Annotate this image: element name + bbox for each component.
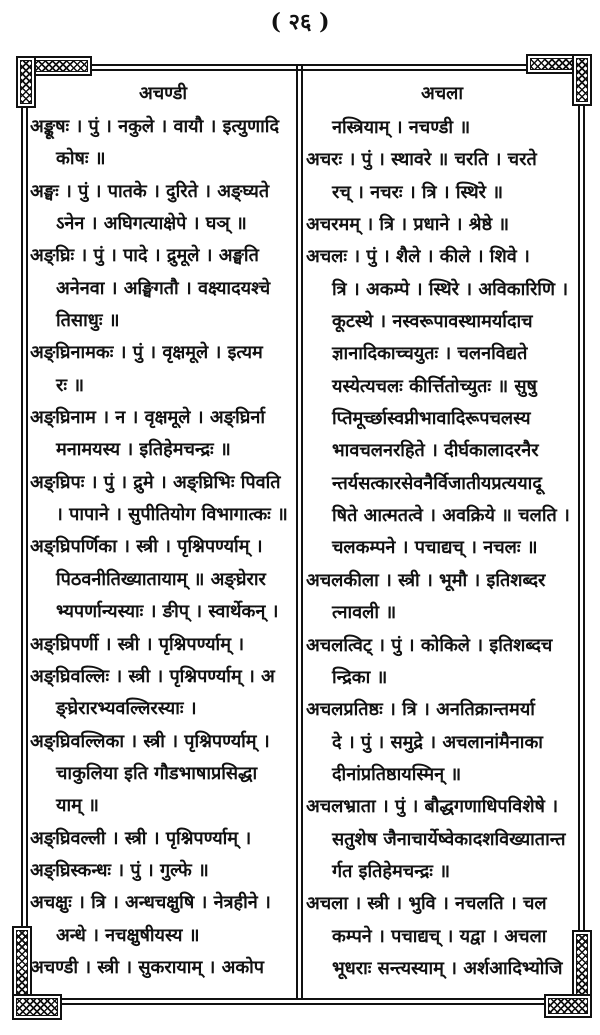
continuation-line: ज्ञानादिकाच्चयुतः । चलनविद्यते xyxy=(332,343,528,365)
left-guide-word: अचण्डी xyxy=(138,83,188,104)
right-column xyxy=(306,112,576,986)
continuation-line: कम्पने । पचाद्यच् । यद्वा । अचला xyxy=(332,925,547,947)
continuation-line: र्गत इतिहेमचन्द्रः ॥ xyxy=(332,860,450,882)
continuation-line: मनामयस्य । इतिहेमचन्द्रः ॥ xyxy=(56,439,231,461)
continuation-line: न्तर्यसत्कारसेवनैर्विजातीयप्रत्ययादू xyxy=(332,472,542,494)
continuation-line: भावचलनरहिते । दीर्घकालादरनैर xyxy=(332,440,539,462)
entry-line: अङ्घ्रिपर्णी । स्त्री । पृश्निपर्ण्याम् । xyxy=(30,633,245,655)
continuation-line: प्तिमूर्च्छास्वप्नीभावादिरूपचलस्य xyxy=(332,408,531,430)
continuation-line: यस्येत्यचलः कीर्त्तितोच्युतः ॥ सुषु xyxy=(332,375,537,397)
continuation-line: त्नावली ॥ xyxy=(332,602,397,624)
entry-line: अचलप्रतिष्ठः । त्रि । अनतिक्रान्तमर्या xyxy=(306,699,535,721)
left-border-double-line xyxy=(21,106,28,928)
entry-line: अचला । स्त्री । भुवि । नचलति । चल xyxy=(306,893,547,915)
entry-line: अङ्घः । पुं । पातके । दुरिते । अङ्घ्यते xyxy=(30,180,270,202)
continuation-line: चलकम्पने । पचाद्यच् । नचलः ॥ xyxy=(332,537,538,559)
continuation-line: त्रि । अकम्पे । स्थिरे । अविकारिणि । xyxy=(332,278,569,300)
continuation-line: कूटस्थे । नस्वरूपावस्थामर्यादाच xyxy=(332,311,533,333)
entry-line: अचरः । पुं । स्थावरे ॥ चरति । चरते xyxy=(306,149,537,171)
left-column xyxy=(30,111,296,985)
continuation-line: याम् ॥ xyxy=(56,795,99,817)
continuation-line: भ्यपर्णान्यस्याः । ङीप् । स्वार्थेकन् । xyxy=(56,601,279,623)
entry-line: अचलभ्राता । पुं । बौद्धगणाधिपविशेषे । xyxy=(306,796,559,818)
entry-line: अङ्घ्रिनामकः । पुं । वृक्षमूले । इत्यम xyxy=(30,342,263,364)
continuation-line: । पापाने । सुपीतियोग विभागात्कः ॥ xyxy=(56,504,288,526)
entry-line: अचलकीला । स्त्री । भूमौ । इतिशब्दर xyxy=(306,569,546,591)
entry-line: अङ्घ्रिनाम । न । वृक्षमूले । अङ्घ्रिर्ना xyxy=(30,407,266,429)
right-border-double-line xyxy=(578,104,585,932)
continuation-line: ङ्घ्रेरारभ्यवल्लिरस्याः । xyxy=(56,698,197,720)
top-border-double-line xyxy=(90,64,526,71)
continuation-line: सतुशेष जैनाचार्येष्वेकादशविख्यातान्त xyxy=(332,828,566,850)
entry-line: अचरमम् । त्रि । प्रधाने । श्रेष्ठे ॥ xyxy=(306,214,510,236)
continuation-line: न्द्रिका ॥ xyxy=(332,666,388,688)
continuation-line: रः ॥ xyxy=(56,374,85,396)
continuation-line: भूधराः सन्त्यस्याम् । अर्शआदिभ्योजि xyxy=(332,957,563,979)
entry-line: अचलत्विट् । पुं । कोकिले । इतिशब्दच xyxy=(306,634,553,656)
entry-line: अङ्घ्रिस्कन्धः । पुं । गुल्फे ॥ xyxy=(30,859,209,881)
entry-line: अङ्घ्रिः । पुं । पादे । द्रुमूले । अङ्घति xyxy=(30,245,259,267)
continuation-line: अन्धे । नचक्षुषीयस्य ॥ xyxy=(56,924,200,946)
continuation-line: कोषः ॥ xyxy=(56,148,106,170)
entry-line: अङ्घ्रिपः । पुं । द्रुमे । अङ्घ्रिभिः पिवति xyxy=(30,471,281,493)
entry-line: अङ्कूषः । पुं । नकुले । वायौ । इत्युणादि xyxy=(30,116,280,137)
continuation-line: अनेनवा । अङ्घिगतौ । वक्ष्यादयश्चे xyxy=(56,277,271,299)
entry-line: अचण्डी । स्त्री । सुकरायाम् । अकोप xyxy=(30,956,265,978)
entry-line: अङ्घ्रिवल्ली । स्त्री । पृश्निपर्ण्याम् । xyxy=(30,827,252,849)
continuation-line: ऽनेन । अघिगत्याक्षेपे । घञ् ॥ xyxy=(56,213,247,235)
continuation-line: पिठवनीतिख्यातायाम् ॥ अङ्घ्रेरार xyxy=(56,568,266,590)
page-number: ( २६ ) xyxy=(270,9,330,35)
continuation-line: चाकुलिया इति गौडभाषाप्रसिद्धा xyxy=(56,762,258,784)
entry-line: अङ्घ्रिवल्लिः । स्त्री । पृश्निपर्ण्याम् । अ xyxy=(30,665,275,687)
entry-line: अचलः । पुं । शैले । कीले । शिवे । xyxy=(306,246,530,268)
continuation-line: तिसाधुः ॥ xyxy=(56,310,120,332)
continuation-line: रच् । नचरः । त्रि । स्थिरे ॥ xyxy=(332,181,504,203)
right-guide-word: अचला xyxy=(420,83,464,104)
continuation-line: दीनांप्रतिष्ठायस्मिन् ॥ xyxy=(332,763,462,785)
column-divider-double-line xyxy=(296,64,303,1000)
continuation-line: दे । पुं । समुद्रे । अचलानांमैनाका xyxy=(332,731,543,753)
entry-line: अचक्षुः । त्रि । अन्धचक्षुषि । नेत्रहीने । xyxy=(30,892,271,914)
ornament-arm xyxy=(544,994,592,1018)
entry-line: अङ्घ्रिवल्लिका । स्त्री । पृश्निपर्ण्याम् । xyxy=(30,730,270,752)
continuation-line: षिते आत्मतत्वे । अवक्रिये ॥ चलति । xyxy=(332,505,570,527)
ornament-arm xyxy=(12,994,62,1020)
entry-line: अङ्घ्रिपर्णिका । स्त्री । पृश्निपर्ण्याम् । xyxy=(30,536,263,558)
continuation-line: नस्त्रियाम् । नचण्डी ॥ xyxy=(332,117,471,138)
